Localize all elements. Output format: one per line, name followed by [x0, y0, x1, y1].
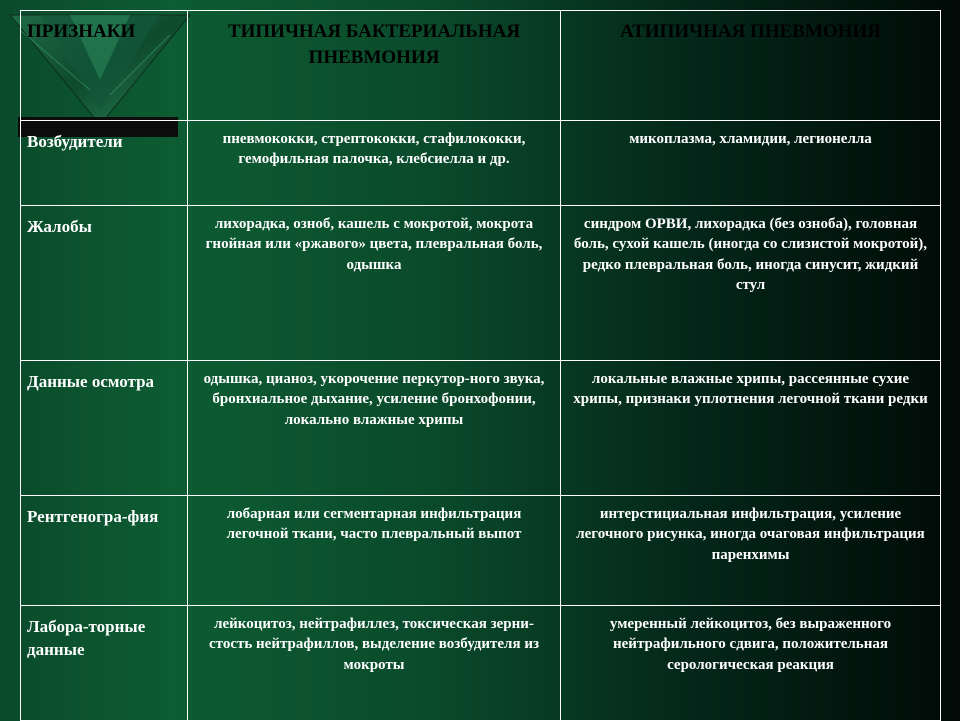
- atypical-cell: интерстициальная инфильтрация, усиление легочного рисунка, иногда очаговая инфильтрация паренхимы: [561, 496, 941, 606]
- table-row: [21, 496, 941, 606]
- header-typical-pneumonia: ТИПИЧНАЯ БАКТЕРИАЛЬНАЯ ПНЕВМОНИЯ: [188, 11, 561, 121]
- header-row: [21, 11, 941, 121]
- atypical-cell: умеренный лейкоцитоз, без выраженного нейтрафильного сдвига, положительная серологическая реакция: [561, 606, 941, 721]
- typical-cell: пневмококки, стрептококки, стафилококки, гемофильная палочка, клебсиелла и др.: [188, 121, 561, 206]
- atypical-cell: локальные влажные хрипы, рассеянные сухие хрипы, признаки уплотнения легочной ткани редки: [561, 361, 941, 496]
- header-features: ПРИЗНАКИ: [21, 11, 188, 121]
- typical-cell: лихорадка, озноб, кашель с мокротой, мокрота гнойная или «ржавого» цвета, плевральная боль, одышка: [188, 206, 561, 361]
- typical-cell: лобарная или сегментарная инфильтрация легочной ткани, часто плевральный выпот: [188, 496, 561, 606]
- table-row: [21, 361, 941, 496]
- row-label: Жалобы: [21, 206, 188, 361]
- row-label: Лабора-торные данные: [21, 606, 188, 721]
- comparison-table: [20, 10, 941, 721]
- typical-cell: лейкоцитоз, нейтрафиллез, токсическая зерни-стость нейтрафиллов, выделение возбудителя из мокроты: [188, 606, 561, 721]
- atypical-cell: микоплазма, хламидии, легионелла: [561, 121, 941, 206]
- header-atypical-pneumonia: АТИПИЧНАЯ ПНЕВМОНИЯ: [561, 11, 941, 121]
- row-label: Данные осмотра: [21, 361, 188, 496]
- row-label: Рентгеногра-фия: [21, 496, 188, 606]
- atypical-cell: синдром ОРВИ, лихорадка (без озноба), головная боль, сухой кашель (иногда со слизистой мокротой), редко плевральная боль, иногда синусит, жидкий стул: [561, 206, 941, 361]
- typical-cell: одышка, цианоз, укорочение перкутор-ного звука, бронхиальное дыхание, усиление бронхофонии, локально влажные хрипы: [188, 361, 561, 496]
- row-label: Возбудители: [21, 121, 188, 206]
- table-row: [21, 121, 941, 206]
- table-row: [21, 606, 941, 721]
- table-row: [21, 206, 941, 361]
